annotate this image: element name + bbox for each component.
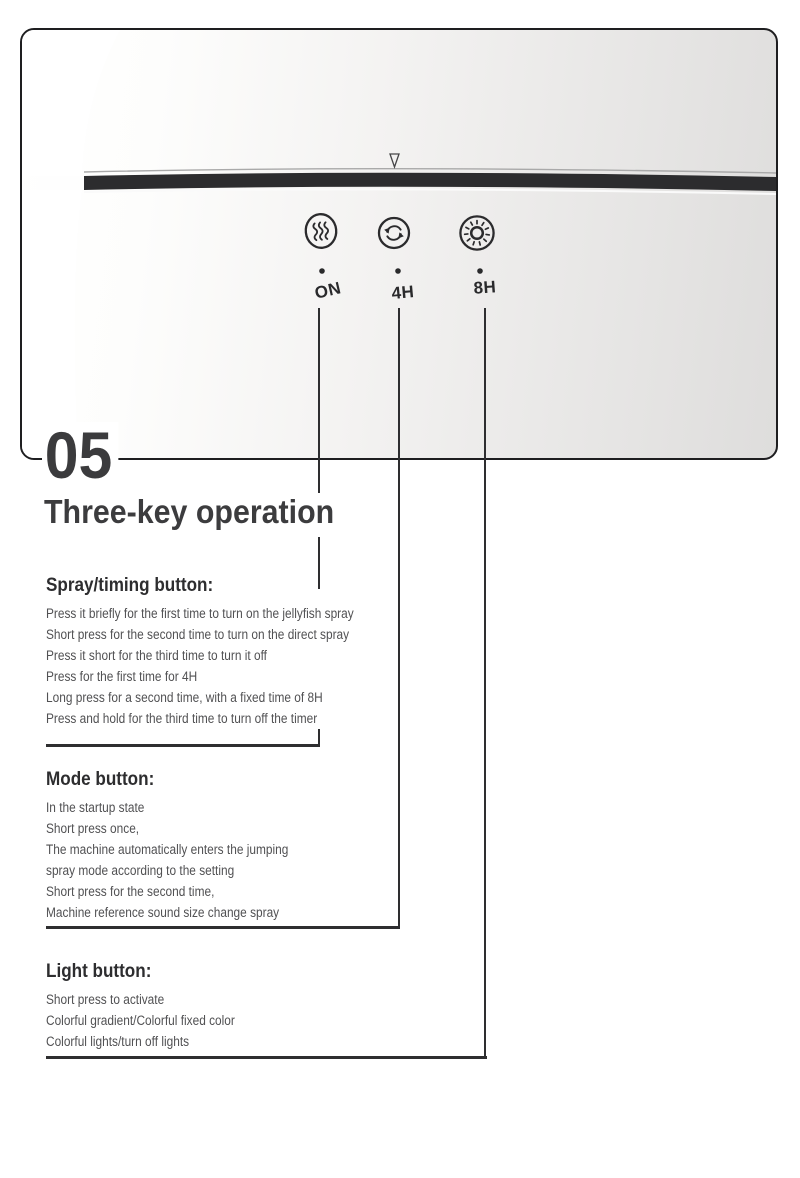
instruction-line: Colorful gradient/Colorful fixed color [46, 1012, 235, 1028]
instruction-line: Short press for the second time, [46, 883, 215, 899]
section-body [46, 604, 521, 729]
seam-highlight-line [84, 189, 776, 194]
section-heading: Light button: [46, 961, 152, 982]
instruction-line: Short press to activate [46, 992, 165, 1007]
section-body [46, 798, 521, 923]
section-body [46, 990, 521, 1053]
section-mode [46, 769, 586, 923]
indicator-dot-8h [477, 268, 483, 274]
underline-bracket-spray [46, 744, 320, 747]
alignment-triangle-icon [390, 154, 399, 167]
section-heading: Mode button: [46, 769, 155, 790]
section-light [46, 961, 586, 1053]
instruction-line: Machine reference sound size change spray [46, 904, 280, 920]
seam-shadow-line [84, 169, 776, 173]
indicator-dot-4h [395, 268, 401, 274]
button-label-4h: 4H [390, 282, 416, 303]
instruction-line: Colorful lights/turn off lights [46, 1033, 190, 1049]
underline-bracket-mode [46, 926, 400, 929]
background-left-top [22, 30, 120, 176]
section-spray-timing [46, 575, 586, 729]
device-seam-band [84, 173, 776, 191]
instruction-line: Short press once, [46, 820, 140, 836]
cycle-mode-icon [379, 218, 409, 248]
step-number: 05 [42, 422, 119, 488]
instruction-line: Press and hold for the third time to turn off the timer [46, 710, 318, 726]
steam-spray-icon [304, 213, 338, 250]
instruction-line: Press it short for the third time to turn it off [46, 647, 267, 663]
button-label-8h: 8H [472, 277, 497, 298]
button-label-on: ON [312, 278, 343, 303]
instruction-line: Short press for the second time to turn on the direct spray [46, 626, 350, 642]
instruction-line: Long press for a second time, with a fixed time of 8H [46, 689, 323, 705]
page-title: Three-key operation [44, 493, 335, 530]
instruction-line: Press it briefly for the first time to turn on the jellyfish spray [46, 606, 354, 621]
instruction-line: spray mode according to the setting [46, 862, 235, 878]
underline-bracket-light [46, 1056, 487, 1059]
connector-line-on-upper [318, 308, 320, 493]
instruction-line: The machine automatically enters the jumping [46, 841, 289, 857]
section-heading: Spray/timing button: [46, 575, 214, 596]
instruction-line: In the startup state [46, 800, 145, 815]
sun-light-icon [460, 216, 493, 249]
indicator-dot-on [319, 268, 325, 274]
instruction-line: Press for the first time for 4H [46, 668, 198, 684]
